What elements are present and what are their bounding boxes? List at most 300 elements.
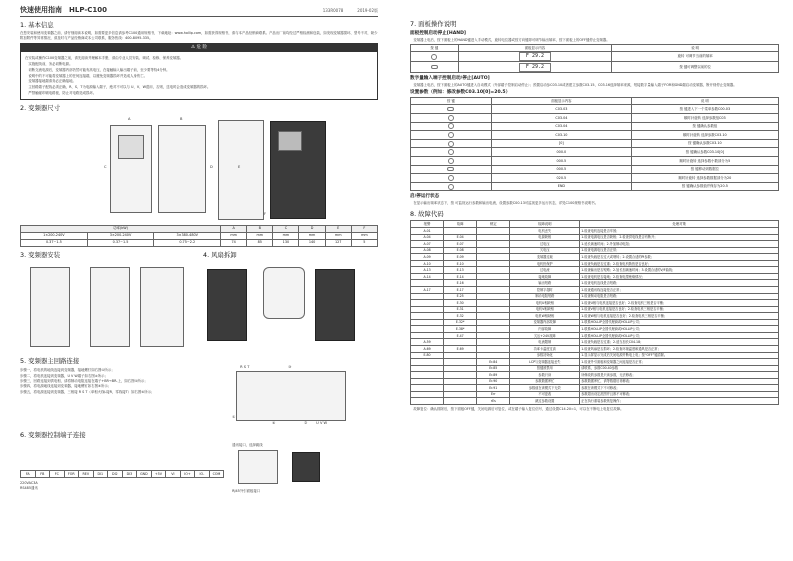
table-cell: 1.检查V相与电机连接是否良好；2.检查电机三相是否平衡； [580, 306, 779, 313]
dim-label-f: F [264, 211, 267, 216]
table-cell: 按 键确认参数C03.10[0] [631, 148, 778, 157]
table-cell: 参数超出设定范围并且都不可修改； [580, 391, 779, 398]
table-cell: 变频器过载 [510, 254, 580, 261]
table-cell: A.01 [411, 228, 444, 235]
key-icon [447, 167, 454, 171]
table-cell: C03.10 [491, 131, 631, 140]
danger-body [21, 52, 377, 99]
table-cell [411, 62, 459, 73]
panel-hand-desc: 变频器上电后，按下面板上的HAND键进入手动模式，旋转电位器或按方向键即可调节输出频率，按下面板上的OFF键停止变频器。 [410, 38, 610, 43]
table-cell: mm [221, 232, 247, 239]
table-cell: Er.91 [477, 385, 510, 392]
table-cell: E.14 [444, 273, 477, 280]
product-keypad [278, 131, 302, 151]
table-cell: 1.检查电源电压是否缺相；2.检查供电线是否有断开； [580, 234, 779, 241]
table-cell [411, 105, 492, 114]
fan-unit [263, 267, 305, 319]
circuit-step: 步骤五，将电源连接到变频器，三相接 R S T（单相火线L接R，零线接T）如右图④所示； [20, 389, 155, 394]
table-cell: 顺时针旋转 选择参数组C03 [631, 114, 778, 123]
terminal-label: FOR [65, 471, 80, 477]
arrow-key-icon [431, 65, 438, 69]
table-cell: 127 [325, 239, 351, 246]
table-cell: 正在执行重装参数恢复操作； [580, 398, 779, 405]
table-cell: E.07 [444, 241, 477, 248]
table-cell: 电机热保护 [510, 260, 580, 267]
table-header-cell: 面板显示内容 [491, 98, 631, 105]
table-cell: E.09 [444, 254, 477, 261]
table-cell: E.16 [444, 280, 477, 287]
table-header-cell: D [299, 225, 325, 232]
table-cell: 顺时针旋转 选择参数数据部分为20 [631, 174, 778, 183]
table-header-cell: F [351, 225, 377, 232]
table-header-cell: 处理对策 [580, 221, 779, 228]
table-cell: rEs [477, 398, 510, 405]
header-rule [20, 16, 378, 17]
rj45-panel [292, 452, 320, 482]
fault-table-body [411, 221, 779, 405]
table-cell: 参数只读 [510, 372, 580, 379]
table-cell: E.80 [411, 352, 444, 359]
table-cell: A.13 [411, 267, 444, 274]
document-header [20, 6, 378, 15]
table-row [21, 239, 378, 246]
knob-icon [448, 158, 454, 164]
circuit-step: 步骤二，将电机连接到变频器，U V W端子如右图②所示； [20, 373, 108, 378]
table-cell: 1.检查电机连线是否短路； [580, 280, 779, 287]
terminal-label: +5V [152, 471, 167, 477]
table-cell: 130 [273, 239, 299, 246]
table-cell: C03.03 [491, 105, 631, 114]
table-row [411, 157, 779, 166]
table-cell: A.09 [411, 254, 444, 261]
table-cell: 3×380-480V [154, 232, 221, 239]
terminal-label: IO- [195, 471, 210, 477]
terminal-block [236, 371, 346, 421]
table-header-cell: E [325, 225, 351, 232]
param-table [410, 97, 779, 191]
section-main-circuit-title: 5. 变频器主回路连接 [20, 356, 80, 365]
section-panel-title: 7. 面板操作说明 [410, 20, 457, 28]
section-install-title: 3. 变频器安装 [20, 250, 61, 259]
table-cell: C03.04 [491, 114, 631, 123]
table-header-cell: A [221, 225, 247, 232]
table-cell: 制动电阻短路 [510, 293, 580, 300]
table-row [411, 131, 779, 140]
install-drawing-c [140, 267, 184, 347]
table-cell: LCP与变频器连接丢失 [510, 359, 580, 366]
table-cell: 1.检查输出是否短路；2.加长加减速时间；3.设置合适的V/F曲线； [580, 267, 779, 274]
table-cell: 140 [299, 239, 325, 246]
knob-icon [448, 115, 454, 121]
table-header-cell: 功率(kW) [21, 225, 221, 232]
table-row [411, 174, 779, 183]
table-cell: 020.5 [491, 174, 631, 183]
main-circuit-row [20, 367, 378, 427]
table-cell: 74 [221, 239, 247, 246]
section-fan-title: 4. 风扇拆卸 [203, 250, 237, 259]
table-cell: 1×200-240V [21, 232, 88, 239]
circuit-step: 步骤三，回路连接到供电相，请将制动电阻连接在端子+BR→BR-上，如右图③所示； [20, 379, 148, 384]
table-cell: 电机丢失 [510, 228, 580, 235]
table-cell: Er.89 [477, 372, 510, 379]
table-cell: A.04 [411, 234, 444, 241]
rs485-label: RS485通讯 [20, 486, 38, 491]
table-cell: 欠压+24V故障 [510, 332, 580, 339]
danger-line: 说明中的不可能将变频器上的任何连接端，以避免变频器损坏并造成人身伤亡。 [25, 73, 148, 78]
table-cell: 按 键移动到数据位 [631, 165, 778, 174]
table-cell: 按 键进入下一个菜单参数C00.03 [631, 105, 778, 114]
table-cell: A.69 [411, 345, 444, 352]
main-circuit-steps [20, 367, 224, 427]
table-row [411, 182, 779, 191]
table-row [411, 62, 779, 73]
table-cell: 不可更改 [510, 391, 580, 398]
table-cell: 1.检查风扇是否损坏；2.检查环境温度和通风是否正常； [580, 345, 779, 352]
panel-auto-desc: 变频器上电后，按下面板上的AUTO键进入自动模式（外部端子控制启动停止）；预置启动参C03.10或者建立参数C03.15、C03.16选择频率来源，短接数字量输入端子FOR和GND端启动变频器，断开则停止变频器。 [410, 83, 737, 88]
dim-label-c: C [104, 164, 107, 169]
dim-label-a: A [128, 116, 131, 121]
table-cell: 过电压 [510, 241, 580, 248]
table-cell [411, 122, 492, 131]
callout-1: ① [232, 415, 236, 420]
main-circuit-drawing [232, 367, 378, 427]
install-fan-row [20, 247, 378, 353]
document-number: 133R0078 [322, 8, 344, 13]
knob-icon [448, 141, 454, 147]
key-icon [447, 107, 454, 111]
run-status-subtitle: 启/停运行状态 [410, 194, 440, 200]
table-cell [411, 165, 492, 174]
table-cell: 按 键确认参数组 [631, 122, 778, 131]
table-cell: E.47 [444, 332, 477, 339]
table-cell: 000.5 [491, 157, 631, 166]
table-cell: 旋转 可调节当前的频率 [612, 51, 779, 62]
control-wiring-drawing [20, 442, 224, 470]
table-header-cell: 按 键 [411, 98, 492, 105]
fault-table [410, 220, 779, 405]
lcd-display: F 29.2 [519, 63, 551, 72]
table-cell [444, 398, 477, 405]
terminal-label: GND [137, 471, 152, 477]
table-cell: 5 [351, 239, 377, 246]
table-cell: A.59 [411, 339, 444, 346]
table-cell [458, 51, 612, 62]
table-cell: E.32* [444, 319, 477, 326]
table-cell [411, 398, 444, 405]
table-cell: 功率卡温度过高 [510, 345, 580, 352]
table-cell: 3×200-240V [87, 232, 154, 239]
danger-line: 主回路端子配线必须正确，R、S、T为电源输入端子，绝对不可以与 U、V、W混用，否则，送电时会造成变频器的损坏。 [25, 85, 211, 90]
table-cell: 电机V相缺相 [510, 306, 580, 313]
table-cell: Er.85 [477, 365, 510, 372]
hand-table [410, 44, 779, 73]
left-column [0, 0, 396, 561]
table-cell: E.04 [444, 234, 477, 241]
install-drawing-b [90, 267, 130, 347]
circuit-step: 步骤一，将电机的地线连接到变频器，接地螺钉如右图①所示； [20, 368, 115, 373]
table-cell: mm [299, 232, 325, 239]
rst-label: R S T [240, 365, 250, 370]
table-cell: Er.90 [477, 378, 510, 385]
document-date: 2019-02版 [357, 8, 378, 13]
table-cell: 电机U相缺相 [510, 300, 580, 307]
table-cell [411, 51, 459, 62]
table-cell: A.14 [411, 273, 444, 280]
terminal-label: COM [212, 471, 221, 476]
table-row [21, 232, 378, 239]
table-cell: E.13 [444, 267, 477, 274]
table-cell [458, 62, 612, 73]
danger-line: 变频器接地端请务必正确接地。 [25, 79, 76, 84]
table-cell [411, 139, 492, 148]
table-cell: 控制字超时 [510, 287, 580, 294]
install-section [20, 247, 195, 353]
comm-interface-label: 通讯接口，选择跳线 [232, 442, 263, 447]
terminal-label: FC [50, 471, 65, 477]
panel-hand-subtitle: 面板控制启动停止[HAND] [410, 31, 467, 37]
table-cell: 1.联系HOLLIP全国代理商或HOLLIP公司； [580, 319, 779, 326]
table-cell [411, 157, 492, 166]
comm-interface-drawing [232, 448, 378, 488]
danger-line: 实施配线前，务必切断电源。 [25, 61, 73, 66]
dimension-drawing [20, 115, 378, 223]
table-cell: 按 键确认参数值并保存为20.5 [631, 182, 778, 191]
run-status-desc: 在显示输出频率状态下，按 可监视运行参数和输出电流，设置参数C00.13可监视更多运行状态，详见C100规格书说明书。 [410, 201, 599, 206]
table-cell: 接地故障 [510, 273, 580, 280]
fan-drawing [203, 261, 378, 353]
table-row [411, 165, 779, 174]
table-cell: 0.37~1.5 [87, 239, 154, 246]
rj45-label: RJ45外引面板接口 [232, 488, 261, 493]
table-cell: mm [273, 232, 299, 239]
table-cell: C03.04 [491, 122, 631, 131]
lcd-display: F 29.2 [519, 52, 551, 61]
knob-icon [448, 175, 454, 181]
table-cell: 1.检查W相与电机连接是否良好；2.检查电机三相是否平衡； [580, 313, 779, 320]
danger-line: 严禁触碰印刷电路板，防止对电路造成损坏。 [25, 91, 97, 96]
table-cell: 1.检查电机是否接地；2.检查电缆绝缘情况； [580, 273, 779, 280]
table-header-cell: 面板显示内容 [458, 44, 612, 51]
install-drawing [20, 261, 195, 353]
control-board [238, 450, 278, 484]
table-cell: 请联系，参数C00.40参数 [580, 365, 779, 372]
danger-box [20, 43, 378, 100]
table-cell: 电流限制 [510, 339, 580, 346]
table-header-cell: 按 键 [411, 44, 459, 51]
table-cell: mm [325, 232, 351, 239]
table-cell: [0] [491, 139, 631, 148]
document-title: 快速使用指南 HLP-C100 [20, 6, 107, 14]
terminal-label: DI1 [94, 471, 109, 477]
table-cell: 变频器内部故障 [510, 319, 580, 326]
table-row [411, 114, 779, 123]
table-cell: A.17 [411, 287, 444, 294]
knob-icon [448, 149, 454, 155]
dim-label-b: B [180, 116, 183, 121]
danger-line: 切断交流电源后，变频器内部仍然可能有高电压，在接触输入输出端子前，至少要等待4分钟。 [25, 67, 170, 72]
side-view [158, 125, 206, 213]
table-cell: 1.检查电机连接是否牢固； [580, 228, 779, 235]
table-row [411, 105, 779, 114]
table-cell: 跳过参数设置 [510, 398, 580, 405]
table-cell: E.30 [444, 300, 477, 307]
table-cell: E.17 [444, 287, 477, 294]
table-row [411, 221, 779, 228]
table-header-cell: 报警 [411, 221, 444, 228]
table-header-cell: 锁定 [477, 221, 510, 228]
table-cell: 1.延长减速时间；2.外加制动电阻； [580, 241, 779, 248]
control-row [20, 442, 378, 495]
table-cell [411, 148, 492, 157]
section-control-title: 6. 变频器控制端子连接 [20, 431, 86, 440]
table-header-cell: 说 明 [612, 44, 779, 51]
knob-icon [431, 54, 437, 60]
table-cell: 欠电压 [510, 247, 580, 254]
section-fault-title: 8. 故障代码 [410, 209, 444, 218]
table-row [21, 225, 378, 232]
terminal-label: FB [36, 471, 51, 477]
table-cell [411, 174, 492, 183]
table-row [411, 98, 779, 105]
table-cell: 参数初始化 [510, 352, 580, 359]
table-cell: 参数数据库忙 [510, 378, 580, 385]
table-row [411, 139, 779, 148]
callout-4: ④ [272, 421, 276, 426]
panel-param-subtitle: 设置参数（例如：修改参数C03.10[0]=20.5） [410, 90, 511, 96]
table-cell: Er.84 [477, 359, 510, 366]
table-cell: E.25 [444, 293, 477, 300]
table-cell: 1.联系HOLLIP全国代理商或HOLLIP公司； [580, 332, 779, 339]
table-cell: A.10 [411, 260, 444, 267]
table-header-cell: C [273, 225, 299, 232]
callout-2: ② [304, 421, 308, 426]
table-cell: mm [351, 232, 377, 239]
table-cell: 0.75~2.2 [154, 239, 221, 246]
table-cell: 参数值在该模式下无效 [510, 385, 580, 392]
table-cell: 顺时针旋转 选择参数C03.10 [631, 131, 778, 140]
table-row [411, 51, 779, 62]
table-cell: E.32 [444, 313, 477, 320]
section-dimensions-title: 2. 变频器尺寸 [20, 104, 61, 113]
table-cell: mm [247, 232, 273, 239]
table-cell: 按 键确认参数C03.10 [631, 139, 778, 148]
table-row [411, 44, 779, 51]
table-cell: 1.检查负载是否过重；2.检查电机散热是否良好； [580, 260, 779, 267]
dim-label-d: D [210, 164, 213, 169]
table-cell: 1.检查负载是否过重；2.适当加长C04.18； [580, 339, 779, 346]
table-header-cell: 故障说明 [510, 221, 580, 228]
table-cell: 000.0 [491, 148, 631, 157]
control-wiring [20, 442, 224, 495]
table-row [411, 148, 779, 157]
table-cell: 电源缺相 [510, 234, 580, 241]
circuit-step: 步骤四，将电源地线连接到变频器，接地螺钉如右图④所示； [20, 384, 112, 389]
knob-icon [448, 123, 454, 129]
table-cell: E.08 [444, 247, 477, 254]
table-cell: 电机W相缺相 [510, 313, 580, 320]
table-cell: 000.5 [491, 165, 631, 174]
table-row [411, 398, 779, 405]
table-cell: 0.37~1.5 [21, 239, 88, 246]
terminal-label: VI [166, 471, 181, 477]
danger-title: ⚠ 危 险 [21, 44, 377, 52]
table-cell: Err [477, 391, 510, 398]
table-cell: 1.检查外引面板和变频器之间连接是否正常； [580, 359, 779, 366]
table-cell: E.38* [444, 326, 477, 333]
panel-auto-subtitle: 数字量输入端子控制启动/停止[AUTO] [410, 76, 490, 82]
table-header-cell: 说 明 [631, 98, 778, 105]
knob-icon [448, 184, 454, 190]
danger-line: 在安装或操作C100变频器之前，请先阅读并理解本手册，请由专业人员安装、调试、检修、保养变频器。 [25, 55, 184, 60]
table-cell: 参数在该模式下不可修改； [580, 385, 779, 392]
terminal-label: DI2 [108, 471, 123, 477]
wiring-note: 220VAC3A [20, 480, 38, 485]
table-cell [411, 131, 492, 140]
section-basic-info-title: 1. 基本信息 [20, 21, 54, 30]
front-keypad [118, 135, 144, 159]
terminal-label: REV [79, 471, 94, 477]
table-row [411, 122, 779, 131]
table-cell: 1.检查U相与电机连接是否良好；2.检查电机三相是否平衡； [580, 300, 779, 307]
table-cell: 参数数据库忙，请等数据后再修改； [580, 378, 779, 385]
table-cell: E.69 [444, 345, 477, 352]
table-cell: 按键被禁用 [510, 365, 580, 372]
table-cell: 按 键可调整以前的位 [612, 62, 779, 73]
mount-view [218, 120, 267, 220]
terminal-strip [20, 470, 224, 478]
table-cell: 1.检查通讯线连接是否正常； [580, 287, 779, 294]
callout-3: ③ [288, 365, 292, 370]
right-column [400, 0, 793, 561]
document-meta [323, 8, 378, 13]
fault-reset-note: 故障复位：确认排除后，按下面板OFF键，关闭电源后可复位，或在端子输入复位信号，通过设置C14.20=1，可以在不断电上电复位故障。 [410, 406, 624, 411]
table-cell: END [491, 182, 631, 191]
terminal-label: FA [21, 471, 36, 477]
table-cell: 1.检查负载是否过大或堵转；2.设置合适的PI参数； [580, 254, 779, 261]
table-cell: A.07 [411, 241, 444, 248]
dim-label-e: E [238, 164, 241, 169]
table-cell: 1.联系HOLLIP全国代理商或HOLLIP公司； [580, 326, 779, 333]
uvw-label: U V W [316, 421, 328, 426]
terminal-label: IO+ [181, 471, 196, 477]
table-cell: 1.检查电源电压是否正常； [580, 247, 779, 254]
table-cell [411, 114, 492, 123]
table-cell: A.08 [411, 247, 444, 254]
table-cell: 输出短路 [510, 280, 580, 287]
table-cell: 1.检查制动电阻是否短路； [580, 293, 779, 300]
table-cell: 过电流 [510, 267, 580, 274]
dimension-table [20, 225, 378, 247]
table-cell: E.10 [444, 260, 477, 267]
table-cell: 内部故障 [510, 326, 580, 333]
table-cell [411, 182, 492, 191]
table-cell: 所修改的参数是只读参数，无法修改； [580, 372, 779, 379]
table-cell: 85 [247, 239, 273, 246]
knob-icon [448, 132, 454, 138]
terminal-label: DI3 [123, 471, 138, 477]
table-cell: E.31 [444, 306, 477, 313]
table-header-cell: 故障 [444, 221, 477, 228]
basic-info-intro: 在您安装和使用变频器之前，请仔细阅读本说明，如需要更多信息请参考C100通用规格书，下载地址：www.hollip.com，如需获得规格书，请与本产品经销商联系。产品出厂前均经过严格检测和包装，如发现变频器损坏、型号不对，缺少附加附件等异常情况，请及时与产品经销商或本公司联系，服务热线：400-8095-335。 [20, 31, 378, 40]
fan-product-b [315, 269, 355, 341]
fan-section [203, 247, 378, 353]
table-cell: 顺时针旋转 选择参数小数部分为5 [631, 157, 778, 166]
table-cell: 1.显示屏显示完成后关闭电源并断电上电；按“OFF”键清除。 [580, 352, 779, 359]
table-header-cell: B [247, 225, 273, 232]
comm-interface [232, 442, 378, 495]
fan-product-a [207, 269, 247, 341]
install-drawing-a [30, 267, 70, 347]
